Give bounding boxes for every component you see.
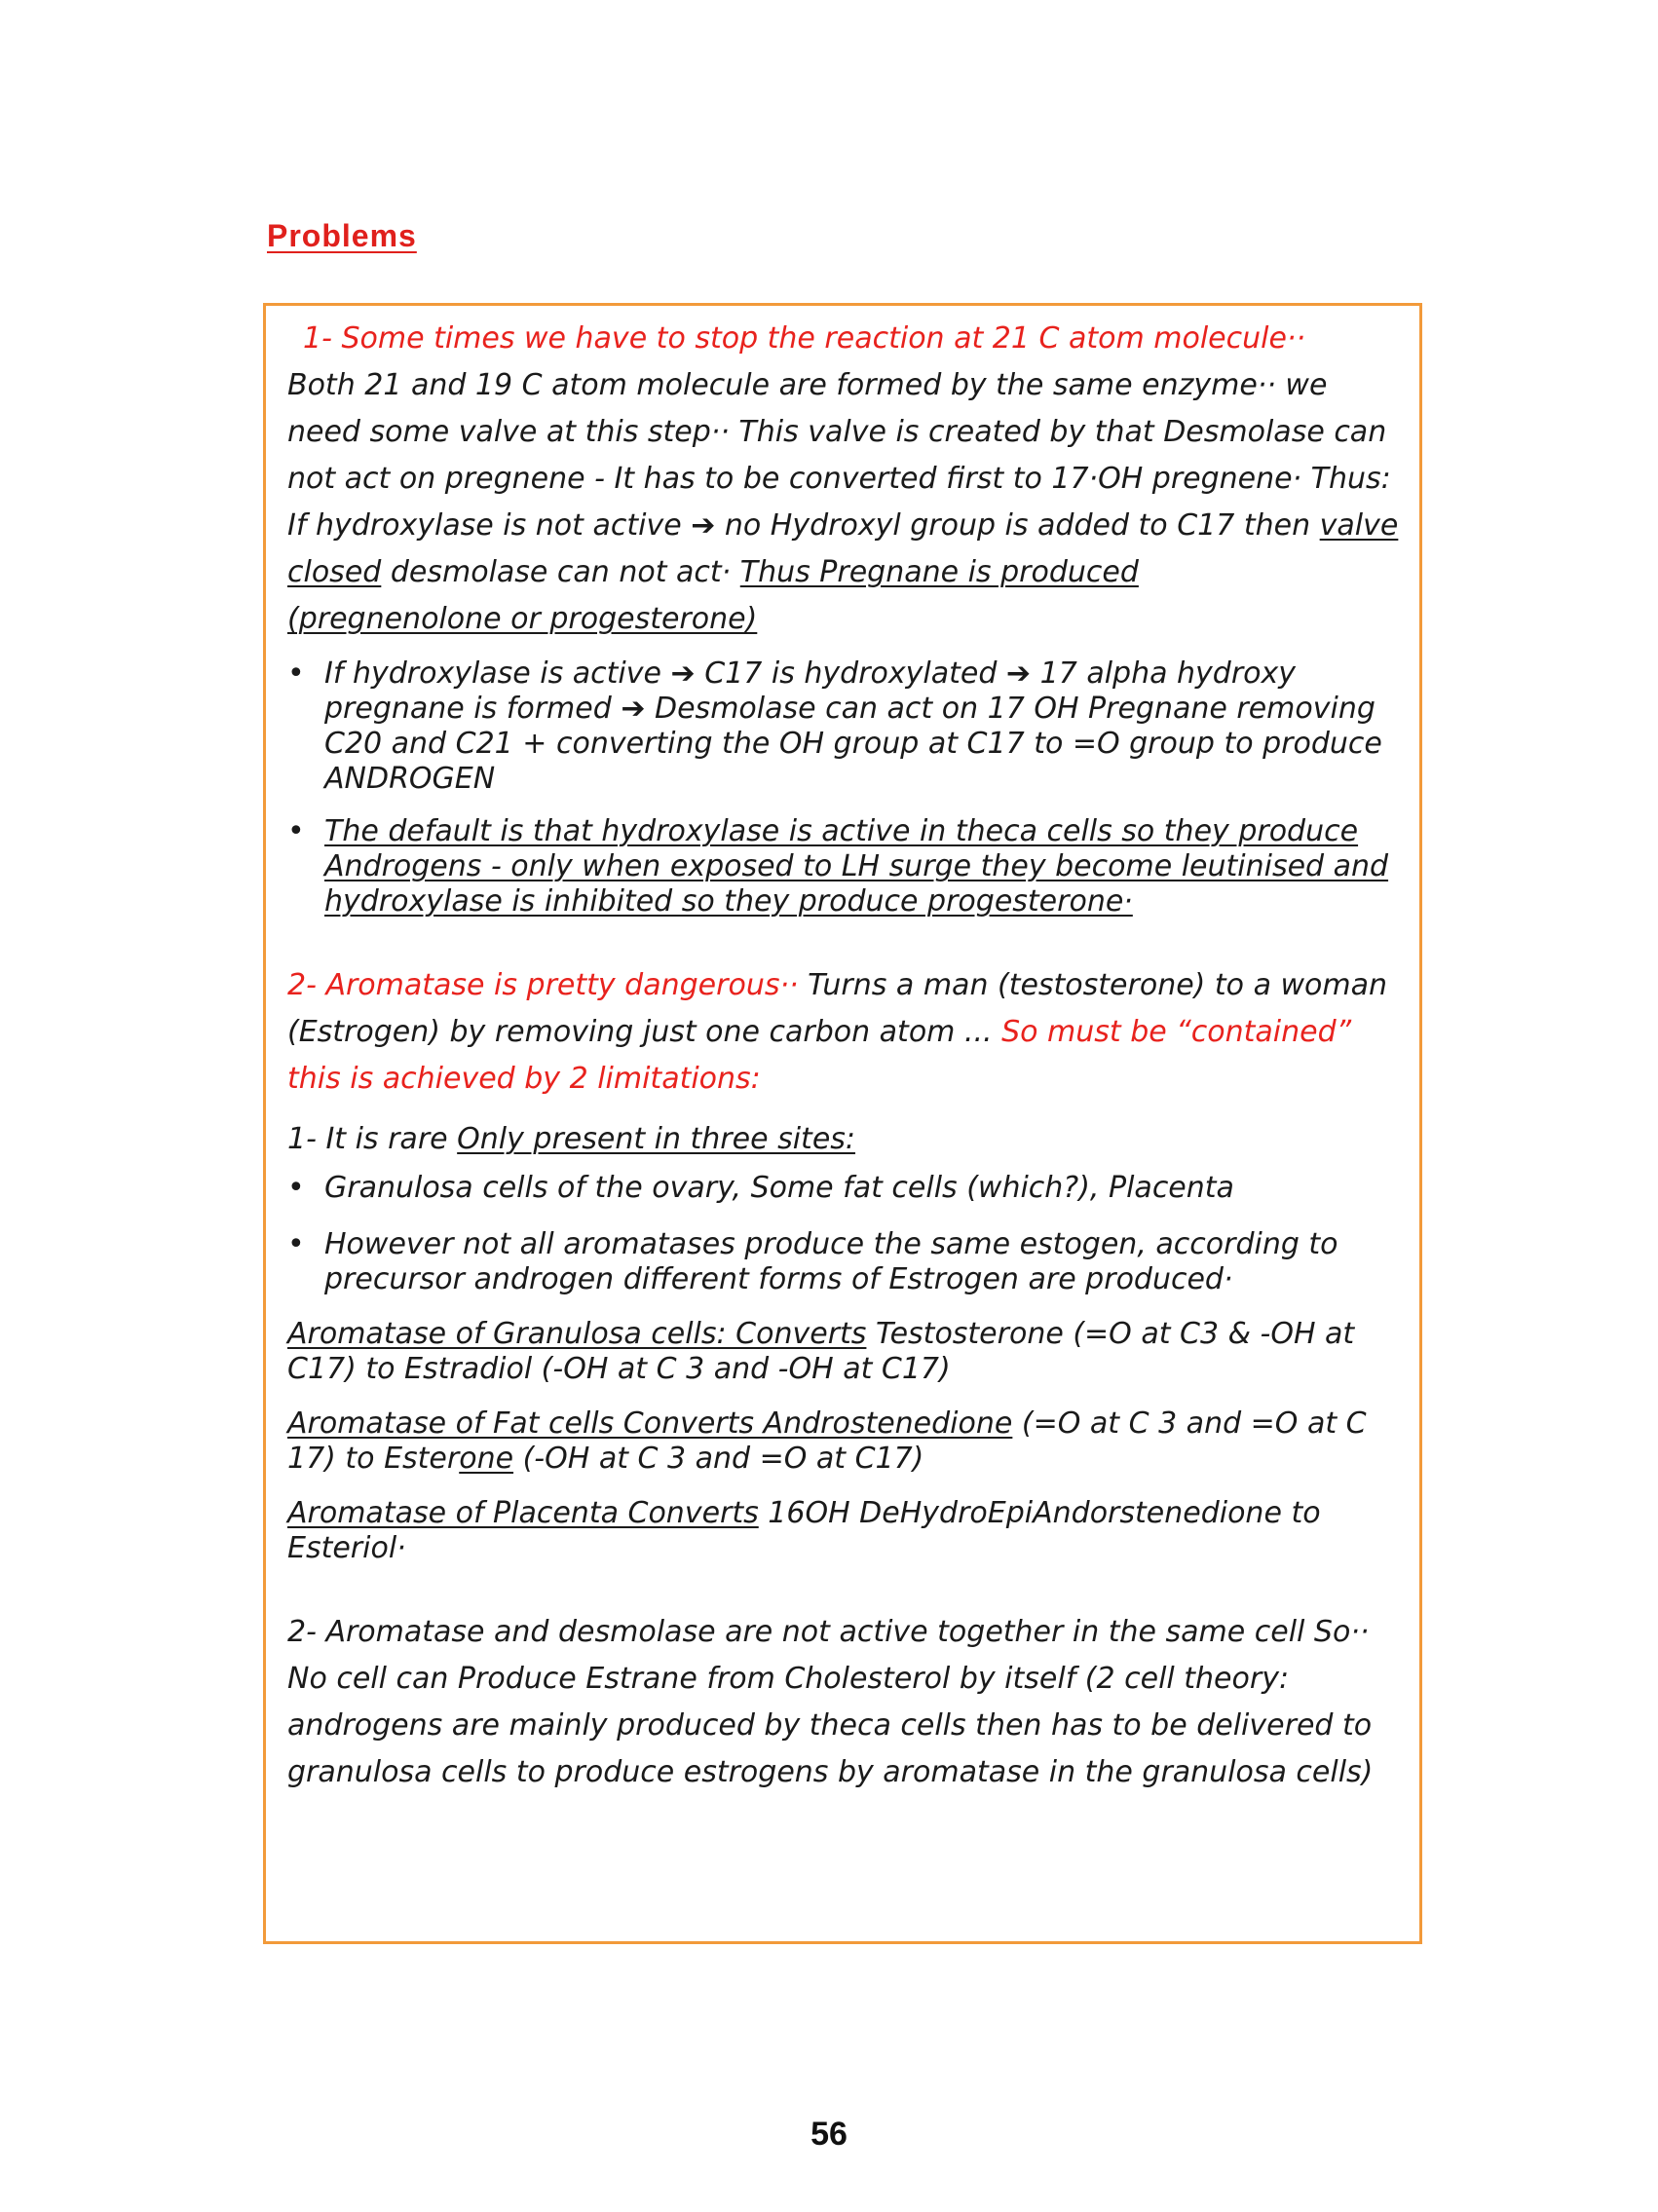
arrow-right-icon: ➔ <box>670 656 696 691</box>
placenta-detail: 16OH DeHydroEpiAndorstenedione to Esteriol· <box>287 1496 1321 1565</box>
pregnenolone-text: (pregnenolone or progesterone) <box>287 602 758 636</box>
granulosa-detail: Testosterone (=O at C3 & -OH at C17) to Estradiol (-OH at C 3 and -OH at C17) <box>287 1317 1355 1386</box>
limitation-1-label: 1- It is rare <box>287 1122 448 1156</box>
problems-frame <box>263 303 1422 1944</box>
three-sites-text: Only present in three sites: <box>457 1122 856 1156</box>
list-item <box>287 1171 1408 1206</box>
aromatase-explanation: Turns a man (testosterone) to a woman (Estrogen) by removing just one carbon atom ... <box>287 968 1387 1049</box>
bullet-icon: • <box>287 656 305 691</box>
arrow-right-icon: ➔ <box>621 692 646 726</box>
aromatase-bullets <box>287 1171 1408 1297</box>
fat-label: Aromatase of Fat cells Converts Androstenedione <box>287 1406 1013 1441</box>
limitation-2: 2- Aromatase and desmolase are not active together in the same cell So·· No cell can Produce Estrane from Cholesterol by itself (2 cell theory: androgens are mainly produced by theca cells then has to be delivered to granulosa cells to produce estrogens by aromatase in the granulosa cells) <box>287 1615 1374 1789</box>
bullet-text: C17 is hydroxylated <box>704 656 998 691</box>
placenta-label: Aromatase of Placenta Converts <box>287 1496 759 1530</box>
default-hydroxylase-text: The default is that hydroxylase is active in theca cells so they produce Androgens - only when exposed to LH surge they become leutinised and hydroxylase is inhibited so they produce progesterone· <box>324 814 1389 919</box>
problem1-bullets <box>287 656 1408 919</box>
condition-result: no Hydroxyl group is added to C17 then <box>724 508 1311 543</box>
bullet-icon: • <box>287 1171 305 1205</box>
fat-detail: (=O at C 3 and =O at C 17) to Ester <box>287 1406 1367 1476</box>
arrow-right-icon: ➔ <box>1005 656 1032 691</box>
valve-closed-text: valve closed <box>287 508 1399 589</box>
list-item <box>287 1227 1408 1297</box>
problem1-explanation: Both 21 and 19 C atom molecule are formed by the same enzyme·· we need some valve at this step·· This valve is created by that Desmolase can not act on pregnene - It has to be converted first to 17·OH pregnene· Thus: <box>287 368 1391 496</box>
placenta-aromatase <box>287 1496 1408 1566</box>
bullet-text: If hydroxylase is active <box>324 656 661 691</box>
granulosa-aromatase <box>287 1317 1408 1387</box>
pregnane-produced-text: Thus Pregnane is produced <box>739 555 1139 589</box>
problem1-title: 1- Some times we have to stop the reaction at 21 C atom molecule·· <box>303 321 1305 356</box>
granulosa-label: Aromatase of Granulosa cells: Converts <box>287 1317 867 1351</box>
fat-aromatase <box>287 1406 1408 1477</box>
bullet-icon: • <box>287 814 305 848</box>
problems-content <box>287 316 1408 1796</box>
list-item <box>287 656 1408 797</box>
bullet-icon: • <box>287 1227 305 1261</box>
bullet-text: Desmolase can act on 17 OH Pregnane removing C20 and C21 + converting the OH group at C17 to =O group to produce ANDROGEN <box>324 692 1382 796</box>
problem1-condition <box>287 503 1408 643</box>
bullet-text: Granulosa cells of the ovary, Some fat cells (which?), Placenta <box>324 1171 1234 1205</box>
bullet-text: 17 alpha hydroxy pregnane is formed <box>324 656 1297 726</box>
limitation-1 <box>287 1116 1408 1163</box>
list-item <box>287 814 1408 919</box>
desmolase-text: desmolase can not act· <box>390 555 732 589</box>
page-number: 56 <box>810 2116 848 2153</box>
fat-detail-end: (-OH at C 3 and =O at C17) <box>522 1442 924 1476</box>
fat-detail-underlined: one <box>459 1442 514 1476</box>
contained-text: So must be “contained” this is achieved by 2 limitations: <box>287 1015 1352 1096</box>
condition-text: If hydroxylase is not active <box>287 508 682 543</box>
arrow-right-icon: ➔ <box>691 508 716 543</box>
problem2-title <box>287 962 1408 1103</box>
bullet-text: However not all aromatases produce the same estogen, according to precursor androgen different forms of Estrogen are produced· <box>324 1227 1338 1296</box>
section-heading: Problems <box>267 218 417 253</box>
aromatase-dangerous-text: 2- Aromatase is pretty dangerous·· <box>287 968 799 1002</box>
